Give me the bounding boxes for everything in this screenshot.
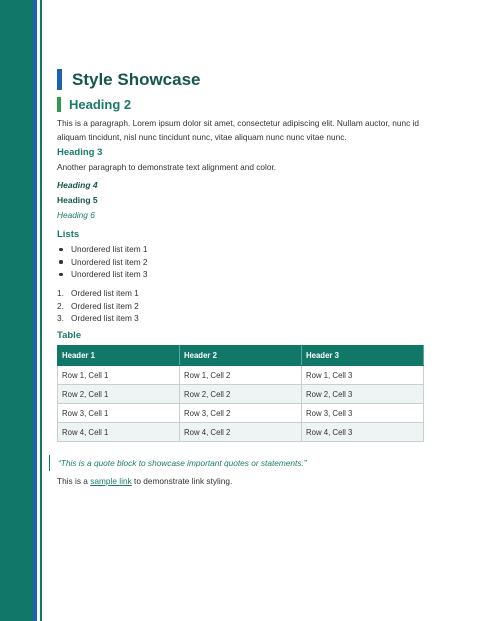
list-item: Unordered list item 2 <box>57 256 148 269</box>
bullet-icon <box>59 248 63 252</box>
table-cell: Row 2, Cell 3 <box>302 385 424 404</box>
table-cell: Row 4, Cell 3 <box>302 423 424 442</box>
quote-text: “This is a quote block to showcase important quotes or statements.” <box>58 458 307 468</box>
table-cell: Row 3, Cell 2 <box>180 404 302 423</box>
left-band-dark <box>0 0 33 621</box>
table-row <box>58 423 424 442</box>
heading-2-accent-bar <box>57 97 61 112</box>
heading-5: Heading 5 <box>57 195 98 205</box>
table-cell: Row 3, Cell 3 <box>302 404 424 423</box>
list-item: 2. Ordered list item 2 <box>57 300 139 311</box>
table-header-cell: Header 1 <box>58 346 180 366</box>
list-number: 1. <box>57 288 64 298</box>
paragraph-1: This is a paragraph. Lorem ipsum dolor sit amet, consectetur adipiscing elit. Nullam auctor, nunc id aliquam tincidunt, nisl nunc tincidunt nunc, vitae aliquam nunc nunc vitae nunc. <box>57 118 420 142</box>
left-band-thin <box>40 0 42 621</box>
list-item: Unordered list item 3 <box>57 268 148 281</box>
table-cell: Row 2, Cell 1 <box>58 385 180 404</box>
link-paragraph-before: This is a <box>57 476 91 486</box>
table-cell: Row 3, Cell 1 <box>58 404 180 423</box>
list-number: 3. <box>57 313 64 323</box>
table-header-cell: Header 2 <box>180 346 302 366</box>
heading-2 <box>57 97 131 112</box>
table-row <box>58 366 424 385</box>
link-paragraph-after: to demonstrate link styling. <box>131 476 233 486</box>
table-row <box>58 385 424 404</box>
table-cell: Row 4, Cell 1 <box>58 423 180 442</box>
link-paragraph <box>57 476 232 486</box>
title-accent-bar <box>57 69 62 90</box>
bullet-icon <box>59 273 63 277</box>
heading-2-text: Heading 2 <box>69 97 132 112</box>
table-header-row <box>58 346 424 366</box>
table-cell: Row 4, Cell 2 <box>180 423 302 442</box>
paragraph-2: Another paragraph to demonstrate text alignment and color. <box>57 162 277 172</box>
data-table <box>57 345 424 442</box>
unordered-list <box>57 243 148 281</box>
table-cell: Row 1, Cell 3 <box>302 366 424 385</box>
list-item: 1. Ordered list item 1 <box>57 288 139 298</box>
page-title-text: Style Showcase <box>72 69 201 89</box>
ordered-list <box>57 287 139 325</box>
list-item: 3. Ordered list item 3 <box>57 313 139 323</box>
sample-link[interactable]: sample link <box>90 476 132 486</box>
quote-accent-bar <box>49 455 50 471</box>
quote-block <box>49 455 307 471</box>
heading-4: Heading 4 <box>57 180 98 190</box>
table-header-cell: Header 3 <box>302 346 424 366</box>
lists-heading: Lists <box>57 229 80 240</box>
page-title <box>57 69 201 90</box>
table-heading: Table <box>57 330 82 341</box>
heading-6: Heading 6 <box>57 210 95 220</box>
table-row <box>58 404 424 423</box>
list-item: Unordered list item 1 <box>57 243 148 256</box>
table-cell: Row 1, Cell 2 <box>180 366 302 385</box>
list-number: 2. <box>57 300 64 311</box>
table-cell: Row 1, Cell 1 <box>58 366 180 385</box>
bullet-icon <box>59 260 63 264</box>
table-cell: Row 2, Cell 2 <box>180 385 302 404</box>
heading-3: Heading 3 <box>57 147 103 158</box>
